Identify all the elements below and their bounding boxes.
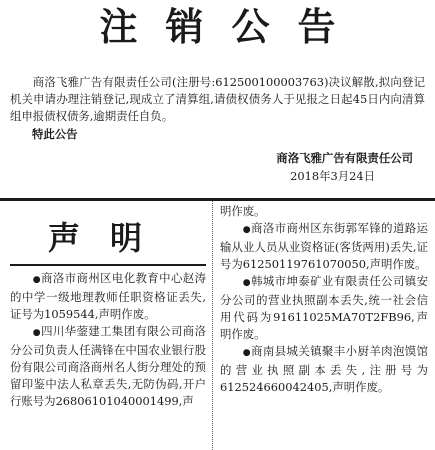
bullet-icon: ● <box>32 275 42 285</box>
notice-title: 注销公告 <box>99 5 364 49</box>
notice-closing: 特此公告 <box>32 127 78 141</box>
notice-company-signature: 商洛飞雅广告有限责任公司 <box>276 151 413 165</box>
declaration-item <box>220 343 428 396</box>
declaration-text: 商南县城关镇聚丰小厨羊肉泡馍馆的营业执照副本丢失,注册号为612524660042405,声明作废。 <box>220 344 428 394</box>
declaration-text: 商洛市商州区电化教育中心赵涛的中学一级地理教师任职资格证丢失,证号为1059544,声明作废。 <box>10 271 206 321</box>
declaration-title-rule <box>10 264 206 266</box>
notice-date: 2018年3月24日 <box>290 169 375 183</box>
bullet-icon: ● <box>242 348 252 358</box>
declaration-item <box>220 273 428 343</box>
declarations-right-column <box>220 203 428 396</box>
bullet-icon: ● <box>242 225 252 235</box>
declaration-item <box>220 220 428 273</box>
declaration-continuation: 明作废。 <box>220 204 266 218</box>
declaration-text: 韩城市坤泰矿业有限责任公司镇安分公司的营业执照副本丢失,统一社会信用代码为91611025MA70T2FB96,声明作废。 <box>220 274 428 341</box>
declaration-item <box>10 323 206 410</box>
section-divider <box>0 198 435 201</box>
declaration-text: 商洛市商州区东街郭军锋的道路运输从业人员从业资格证(客货两用)丢失,证号为61250119761070050,声明作废。 <box>220 221 428 271</box>
declaration-title: 声明 <box>47 219 172 257</box>
declaration-item <box>10 270 206 323</box>
bullet-icon: ● <box>242 278 252 288</box>
column-divider <box>212 201 213 450</box>
declaration-text: 四川华蓥建工集团有限公司商洛分公司负责人任满锋在中国农业银行股份有限公司商洛商州名人街分理处的预留印鉴中法人私章丢失,无防伪码,开户行账号为26806101040001499,声 <box>10 324 206 408</box>
notice-body: 商洛飞雅广告有限责任公司(注册号:612500100003763)决议解散,拟向登记机关申请办理注销登记,现成立了清算组,请债权债务人于见报之日起45日内向清算组申报债权债务,逾期责任自负。 <box>10 75 425 123</box>
bullet-icon: ● <box>32 328 42 338</box>
declarations-left-column <box>10 270 206 410</box>
